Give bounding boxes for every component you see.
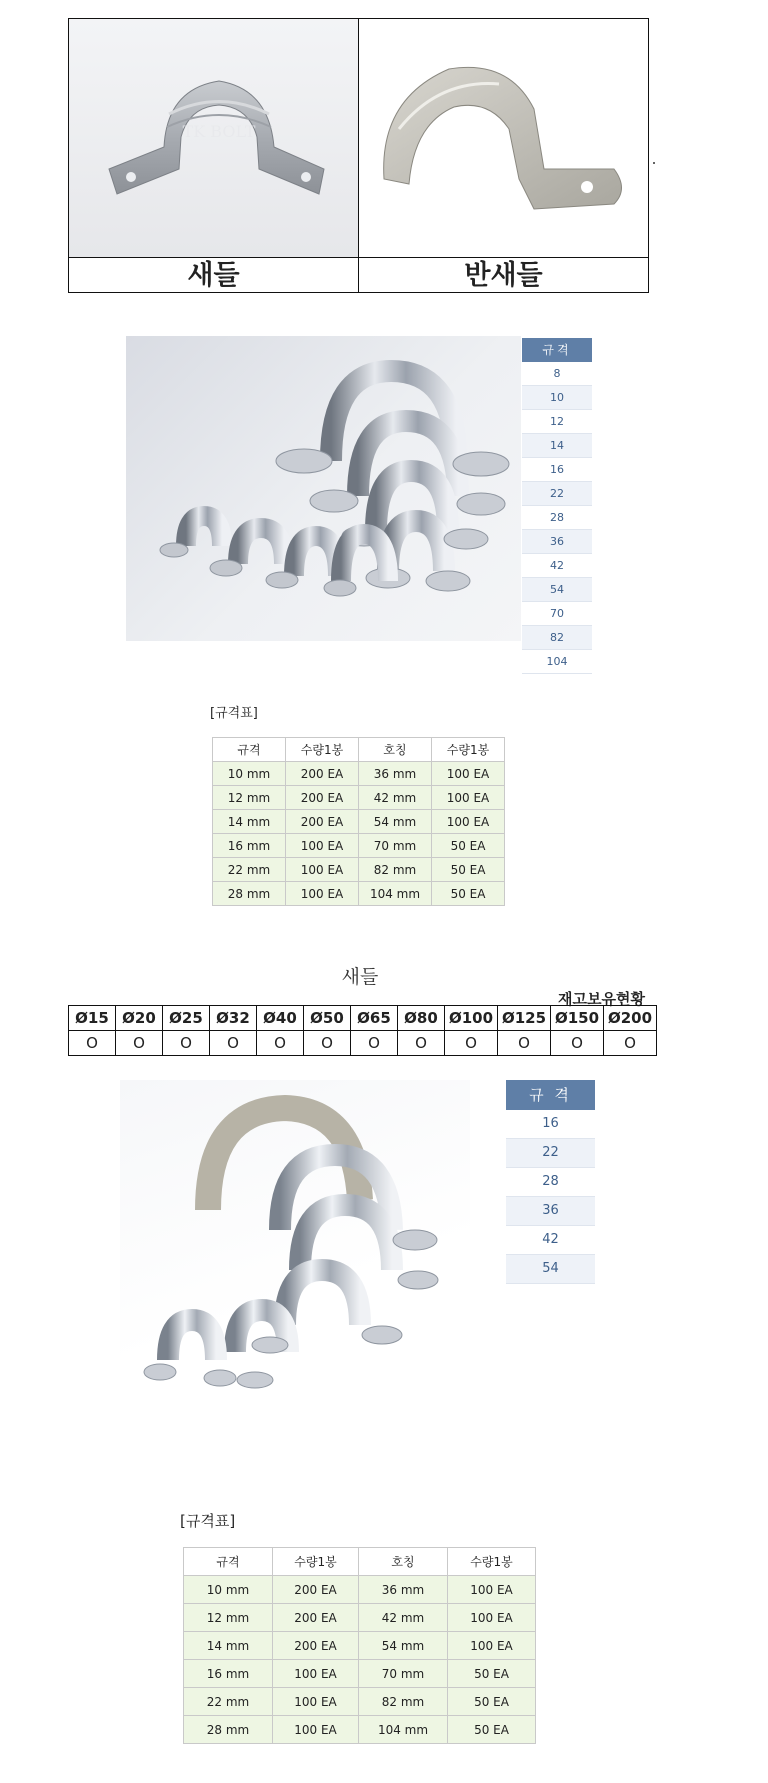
- spec-list-item: 104: [522, 650, 592, 674]
- table-cell: 200 EA: [286, 810, 359, 834]
- stock-table: [68, 1005, 657, 1056]
- table-header-row: [213, 738, 505, 762]
- stock-mark-cell: O: [604, 1031, 657, 1056]
- spec-list-1-header: 규격: [522, 338, 592, 362]
- stock-mark-cell: O: [116, 1031, 163, 1056]
- table-header-cell: 호칭: [359, 1548, 448, 1576]
- stock-mark-cell: O: [551, 1031, 604, 1056]
- table-cell: 16 mm: [213, 834, 286, 858]
- table-row: [184, 1576, 536, 1604]
- stock-mark-cell: O: [210, 1031, 257, 1056]
- spec-list-item: 10: [522, 386, 592, 410]
- table-cell: 22 mm: [184, 1688, 273, 1716]
- table-cell: 100 EA: [286, 858, 359, 882]
- spec-list-item: 12: [522, 410, 592, 434]
- product-photo-saddles-2: [120, 1080, 470, 1425]
- spec-list-item: 54: [506, 1255, 595, 1284]
- table-row: [213, 786, 505, 810]
- saddle-illustration: [69, 19, 358, 257]
- stock-mark-cell: O: [498, 1031, 551, 1056]
- spec-list-item: 70: [522, 602, 592, 626]
- table-row: [213, 810, 505, 834]
- spec-list-item: 42: [506, 1226, 595, 1255]
- table-row: [213, 762, 505, 786]
- table-cell: 100 EA: [448, 1576, 536, 1604]
- table-cell: 70 mm: [359, 1660, 448, 1688]
- table-header-cell: 수량1봉: [432, 738, 505, 762]
- saddle-photo: [69, 19, 359, 257]
- size-table-2: [183, 1547, 536, 1744]
- stock-mark-cell: O: [445, 1031, 498, 1056]
- spec-list-item: 36: [522, 530, 592, 554]
- spec-list-item: 28: [506, 1168, 595, 1197]
- table-cell: 100 EA: [432, 762, 505, 786]
- table-row: [184, 1660, 536, 1688]
- watermark-text: TK BOLT: [182, 122, 256, 141]
- stock-size-cell: Ø150: [551, 1006, 604, 1031]
- stock-header-row: [69, 1006, 657, 1031]
- table-cell: 50 EA: [448, 1716, 536, 1744]
- saddles-group-illustration-2: [120, 1080, 470, 1425]
- size-table-1: [212, 737, 505, 906]
- table-cell: 50 EA: [432, 882, 505, 906]
- table-cell: 36 mm: [359, 1576, 448, 1604]
- table-cell: 28 mm: [213, 882, 286, 906]
- spec-list-item: 42: [522, 554, 592, 578]
- table-cell: 70 mm: [359, 834, 432, 858]
- table-row: [184, 1604, 536, 1632]
- table-cell: 100 EA: [286, 834, 359, 858]
- table-cell: 200 EA: [273, 1576, 359, 1604]
- stock-size-cell: Ø40: [257, 1006, 304, 1031]
- table-row: [213, 834, 505, 858]
- table-row: [184, 1688, 536, 1716]
- table-cell: 22 mm: [213, 858, 286, 882]
- table-cell: 42 mm: [359, 786, 432, 810]
- stock-size-cell: Ø200: [604, 1006, 657, 1031]
- stock-size-cell: Ø32: [210, 1006, 257, 1031]
- table-cell: 104 mm: [359, 882, 432, 906]
- stock-size-cell: Ø20: [116, 1006, 163, 1031]
- half-saddle-label: 반새들: [359, 257, 648, 293]
- stock-note: 재고보유현황: [558, 990, 645, 1008]
- stock-size-cell: Ø100: [445, 1006, 498, 1031]
- table-row: [184, 1716, 536, 1744]
- table-cell: 100 EA: [273, 1688, 359, 1716]
- table-cell: 100 EA: [286, 882, 359, 906]
- table-header-cell: 호칭: [359, 738, 432, 762]
- table-cell: 82 mm: [359, 858, 432, 882]
- stray-dot: [653, 162, 655, 164]
- table-cell: 200 EA: [286, 762, 359, 786]
- table-cell: 50 EA: [432, 834, 505, 858]
- table-cell: 104 mm: [359, 1716, 448, 1744]
- spec-list-item: 54: [522, 578, 592, 602]
- stock-size-cell: Ø65: [351, 1006, 398, 1031]
- stock-mark-cell: O: [304, 1031, 351, 1056]
- table-header-cell: 규격: [213, 738, 286, 762]
- spec-list-item: 28: [522, 506, 592, 530]
- table-cell: 54 mm: [359, 1632, 448, 1660]
- stock-mark-cell: O: [69, 1031, 116, 1056]
- saddle-label: 새들: [69, 257, 359, 293]
- table-cell: 42 mm: [359, 1604, 448, 1632]
- stock-size-cell: Ø125: [498, 1006, 551, 1031]
- table-cell: 14 mm: [213, 810, 286, 834]
- table-header-cell: 수량1봉: [273, 1548, 359, 1576]
- table-cell: 50 EA: [432, 858, 505, 882]
- spec-list-item: 82: [522, 626, 592, 650]
- table-cell: 54 mm: [359, 810, 432, 834]
- table-cell: 36 mm: [359, 762, 432, 786]
- spec-list-1: [522, 338, 592, 674]
- stock-size-cell: Ø15: [69, 1006, 116, 1031]
- stock-mark-cell: O: [163, 1031, 210, 1056]
- table-cell: 12 mm: [184, 1604, 273, 1632]
- size-table-2-caption: [규격표]: [180, 1512, 236, 1530]
- spec-list-item: 14: [522, 434, 592, 458]
- table-cell: 50 EA: [448, 1660, 536, 1688]
- table-cell: 10 mm: [213, 762, 286, 786]
- table-cell: 50 EA: [448, 1688, 536, 1716]
- spec-list-item: 16: [506, 1110, 595, 1139]
- product-photo-saddles-1: [126, 336, 521, 641]
- stock-mark-cell: O: [398, 1031, 445, 1056]
- size-table-1-caption: [규격표]: [210, 706, 258, 721]
- half-saddle-illustration: [359, 19, 648, 257]
- stock-mark-cell: O: [351, 1031, 398, 1056]
- table-row: [213, 858, 505, 882]
- table-cell: 200 EA: [273, 1632, 359, 1660]
- table-row: [213, 882, 505, 906]
- table-header-row: [184, 1548, 536, 1576]
- table-cell: 16 mm: [184, 1660, 273, 1688]
- stock-size-cell: Ø80: [398, 1006, 445, 1031]
- stock-mark-cell: O: [257, 1031, 304, 1056]
- table-cell: 100 EA: [432, 786, 505, 810]
- table-header-cell: 규격: [184, 1548, 273, 1576]
- saddles-group-illustration: [126, 336, 521, 641]
- spec-list-item: 36: [506, 1197, 595, 1226]
- stock-section-title: 새들: [341, 966, 379, 988]
- table-cell: 200 EA: [273, 1604, 359, 1632]
- spec-list-item: 16: [522, 458, 592, 482]
- stock-mark-row: [69, 1031, 657, 1056]
- spec-list-item: 8: [522, 362, 592, 386]
- stock-size-cell: Ø50: [304, 1006, 351, 1031]
- table-header-cell: 수량1봉: [286, 738, 359, 762]
- table-cell: 100 EA: [273, 1716, 359, 1744]
- table-row: [184, 1632, 536, 1660]
- table-cell: 10 mm: [184, 1576, 273, 1604]
- saddle-comparison-table: [68, 18, 649, 293]
- table-cell: 100 EA: [273, 1660, 359, 1688]
- stock-size-cell: Ø25: [163, 1006, 210, 1031]
- table-cell: 14 mm: [184, 1632, 273, 1660]
- table-cell: 100 EA: [448, 1604, 536, 1632]
- table-cell: 100 EA: [448, 1632, 536, 1660]
- table-cell: 82 mm: [359, 1688, 448, 1716]
- spec-list-item: 22: [506, 1139, 595, 1168]
- table-header-cell: 수량1봉: [448, 1548, 536, 1576]
- table-cell: 12 mm: [213, 786, 286, 810]
- table-cell: 100 EA: [432, 810, 505, 834]
- spec-list-2: [506, 1080, 595, 1284]
- spec-list-2-header: 규 격: [506, 1080, 595, 1110]
- table-cell: 200 EA: [286, 786, 359, 810]
- table-cell: 28 mm: [184, 1716, 273, 1744]
- spec-list-item: 22: [522, 482, 592, 506]
- half-saddle-photo: [359, 19, 648, 257]
